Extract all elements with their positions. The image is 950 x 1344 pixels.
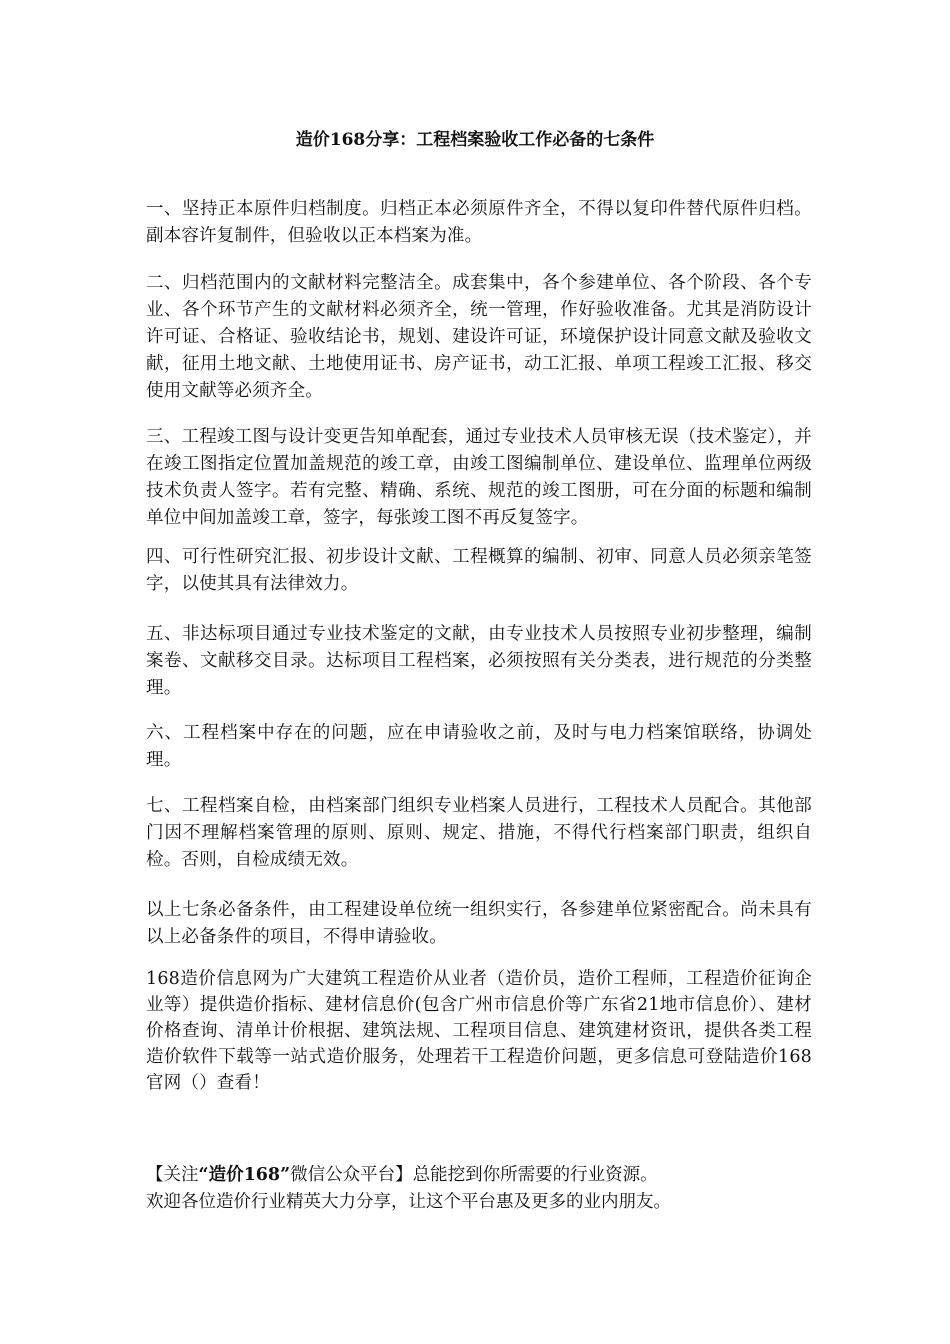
- promo-line-2: 欢迎各位造价行业精英大力分享，让这个平台惠及更多的业内朋友。: [146, 1192, 671, 1212]
- paragraph-1: 一、坚持正本原件归档制度。归档正本必须原件齐全，不得以复印件替代原件归档。副本容许复制件，但验收以正本档案为准。: [146, 199, 812, 246]
- document-title: 造价168分享：工程档案验收工作必备的七条件: [295, 130, 655, 150]
- promo-highlight: “造价168”: [198, 1165, 291, 1185]
- promo-rest: 微信公众平台】总能挖到你所需要的行业资源。: [290, 1165, 658, 1185]
- promo-bracket-open: 【关注: [146, 1165, 199, 1185]
- paragraph-3: 三、工程竣工图与设计变更告知单配套，通过专业技术人员审核无误（技术鉴定），并在竣工图指定位置加盖规范的竣工章，由竣工图编制单位、建设单位、监理单位两级技术负责人签字。若有完整、精确、系统、规范的竣工图册，可在分面的标题和编制单位中间加盖竣工章，签字，每张竣工图不再反复签字。: [146, 427, 812, 528]
- paragraph-2: 二、归档范围内的文献材料完整洁全。成套集中，各个参建单位、各个阶段、各个专业、各个环节产生的文献材料必须齐全，统一管理，作好验收准备。尤其是消防设计许可证、合格证、验收结论书，规划、建设许可证，环境保护设计同意文献及验收文献，征用土地文献、土地使用证书、房产证书，动工汇报、单项工程竣工汇报、移交使用文献等必须齐全。: [146, 273, 812, 401]
- promo-line-1: [146, 1162, 846, 1188]
- paragraph-6: 六、工程档案中存在的问题，应在申请验收之前，及时与电力档案馆联络，协调处理。: [146, 723, 812, 770]
- paragraph-5: 五、非达标项目通过专业技术鉴定的文献，由专业技术人员按照专业初步整理，编制案卷、文献移交目录。达标项目工程档案，必须按照有关分类表，进行规范的分类整理。: [146, 624, 812, 698]
- info-paragraph: 168造价信息网为广大建筑工程造价从业者（造价员，造价工程师，工程造价征询企业等）提供造价指标、建材信息价(包含广州市信息价等广东省21地市信息价）、建材价格查询、清单计价根据、建筑法规、工程项目信息、建筑建材资讯，提供各类工程造价软件下载等一站式造价服务，处理若干工程造价问题，更多信息可登陆造价168官网（）查看！: [146, 969, 812, 1093]
- paragraph-summary: 以上七条必备条件，由工程建设单位统一组织实行，各参建单位紧密配合。尚未具有以上必备条件的项目，不得申请验收。: [146, 900, 812, 947]
- paragraph-4: 四、可行性研究汇报、初步设计文献、工程概算的编制、初审、同意人员必须亲笔签字，以使其具有法律效力。: [146, 547, 812, 594]
- paragraph-7: 七、工程档案自检，由档案部门组织专业档案人员进行，工程技术人员配合。其他部门因不理解档案管理的原则、原则、规定、措施，不得代行档案部门职责，组织自检。否则，自检成绩无效。: [146, 796, 812, 870]
